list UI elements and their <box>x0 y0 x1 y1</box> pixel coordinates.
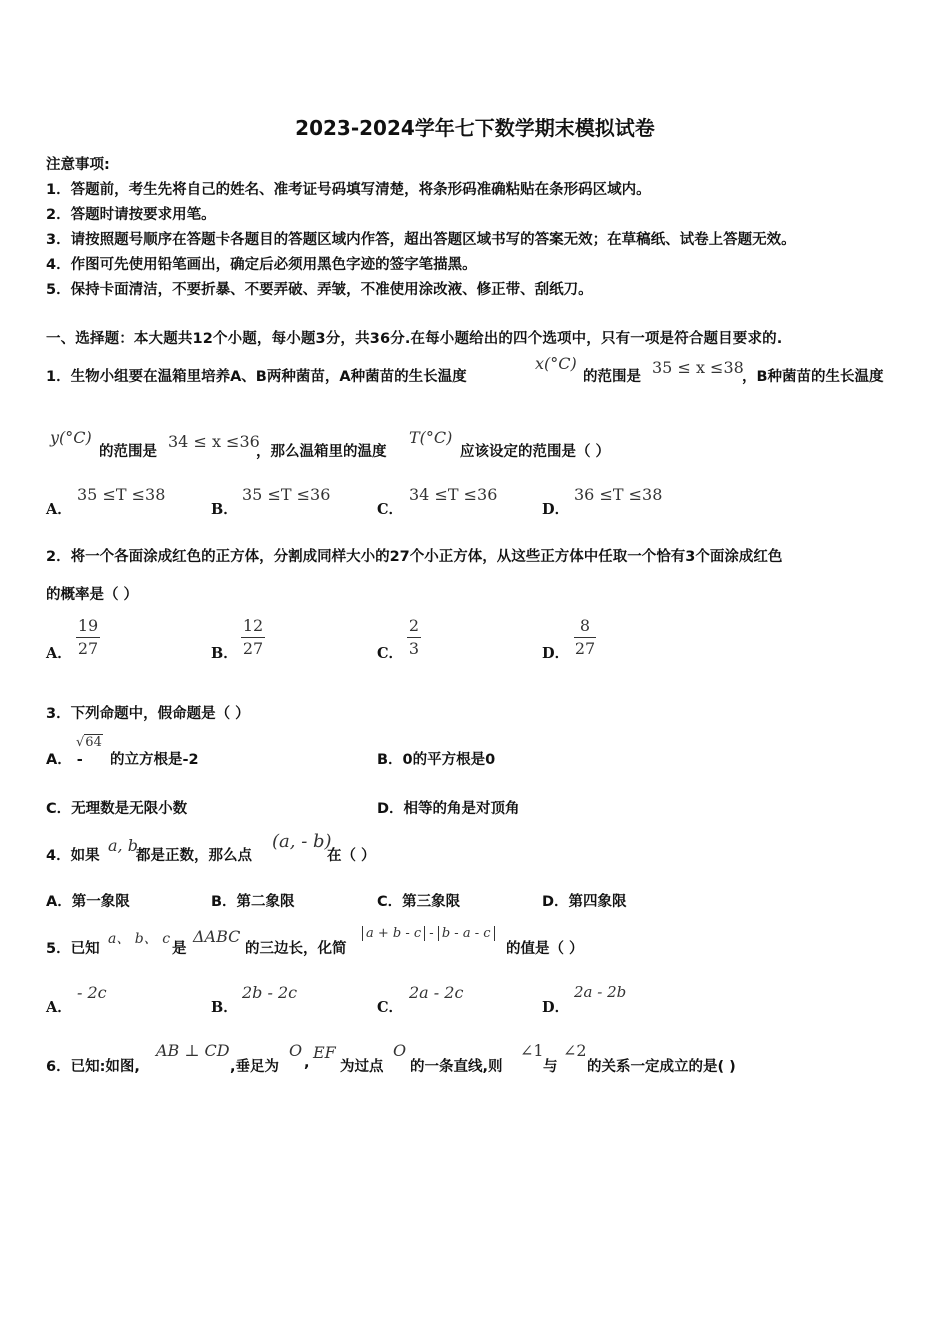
q2-option-d-label: D． <box>542 645 570 662</box>
q5-text-4: 的值是（ ） <box>506 941 584 957</box>
notice-item: 2．答题时请按要求用笔。 <box>46 207 216 223</box>
q1-math-range-b: 34 ≤ x ≤36 <box>168 432 260 451</box>
q1-text-2: 的范围是 <box>583 369 641 385</box>
section-heading: 一、选择题：本大题共12个小题，每小题3分，共36分.在每小题给出的四个选项中，只有一项是符合题目要求的. <box>46 331 783 347</box>
q6-math-angle2: ∠2 <box>563 1041 587 1060</box>
q4-option-b[interactable]: B．第二象限 <box>211 894 295 910</box>
q1-math-T: T(°C) <box>409 428 453 447</box>
q6-math-perp: AB ⊥ CD <box>156 1041 230 1060</box>
q4-option-c[interactable]: C．第三象限 <box>377 894 461 910</box>
q4-text-3: 在（ ） <box>327 848 376 864</box>
q5-abs-minus: - <box>425 926 438 941</box>
q4-option-a[interactable]: A．第一象限 <box>46 894 130 910</box>
notice-item: 3．请按照题号顺序在答题卡各题目的答题区域内作答，超出答题区域书写的答案无效；在草稿纸、试卷上答题无效。 <box>46 232 796 248</box>
q3-option-a[interactable] <box>46 748 83 769</box>
q5-text-3: 的三边长，化简 <box>245 941 347 957</box>
fraction-denominator: 3 <box>408 639 420 658</box>
page-title: 2023-2024学年七下数学期末模拟试卷 <box>295 116 655 140</box>
q6-math-angle1: ∠1 <box>520 1041 544 1060</box>
q6-text-7: 的关系一定成立的是( ) <box>587 1059 736 1075</box>
q1-text-1: 1．生物小组要在温箱里培养A、B两种菌苗，A种菌苗的生长温度 <box>46 369 467 385</box>
q3-option-c[interactable]: C．无理数是无限小数 <box>46 801 188 817</box>
fraction-bar <box>574 637 596 638</box>
q5-option-c-label: C． <box>377 999 404 1016</box>
fraction-denominator: 27 <box>574 639 596 658</box>
q2-option-c[interactable] <box>407 616 421 659</box>
q5-abs-2: b - a - c <box>438 926 495 941</box>
q4-math-point: (a, - b) <box>272 831 332 852</box>
q3-stem: 3．下列命题中，假命题是（ ） <box>46 706 250 722</box>
fraction-bar <box>76 637 100 638</box>
q1-option-c-label: C． <box>377 501 404 518</box>
q6-text-6: 与 <box>543 1059 558 1075</box>
q5-text-1: 5．已知 <box>46 941 100 957</box>
notice-heading: 注意事项: <box>46 157 110 173</box>
q4-text-2: 都是正数，那么点 <box>136 848 252 864</box>
fraction-numerator: 12 <box>242 616 264 635</box>
q1-option-d[interactable]: 36 ≤T ≤38 <box>574 485 663 504</box>
q1-text-6: 应该设定的范围是（ ） <box>460 444 611 460</box>
notice-item: 4．作图可先使用铅笔画出，确定后必须用黑色字迹的签字笔描黑。 <box>46 257 477 273</box>
q5-option-d-label: D． <box>542 999 570 1016</box>
q5-math-expression <box>362 926 495 941</box>
q1-option-a-label: A． <box>46 501 72 518</box>
q6-text-5: 的一条直线,则 <box>410 1059 503 1075</box>
q1-option-b-label: B． <box>211 501 238 518</box>
q4-math-ab: a, b <box>108 836 138 855</box>
q1-option-a[interactable]: 35 ≤T ≤38 <box>77 485 166 504</box>
q2-option-c-label: C． <box>377 645 404 662</box>
q5-option-a[interactable]: - 2c <box>77 983 107 1002</box>
fraction-bar <box>241 637 265 638</box>
q4-option-d[interactable]: D．第四象限 <box>542 894 627 910</box>
q1-math-range-a: 35 ≤ x ≤38 <box>652 358 744 377</box>
q3-option-a-text: 的立方根是-2 <box>110 752 199 768</box>
q2-text-2: 的概率是（ ） <box>46 587 139 603</box>
notice-item: 1．答题前，考生先将自己的姓名、准考证号码填写清楚，将条形码准确粘贴在条形码区域内。 <box>46 182 651 198</box>
q3-option-a-minus: - <box>76 752 83 768</box>
q1-option-d-label: D． <box>542 501 570 518</box>
notice-item: 5．保持卡面清洁，不要折暴、不要弄破、弄皱，不准使用涂改液、修正带、刮纸刀。 <box>46 282 593 298</box>
fraction-denominator: 27 <box>242 639 264 658</box>
q1-math-x: x(°C) <box>535 354 577 373</box>
q4-text-1: 4．如果 <box>46 848 100 864</box>
q2-text-1: 2．将一个各面涂成红色的正方体，分割成同样大小的27个小正方体，从这些正方体中任取一个恰有3个面涂成红色 <box>46 549 783 565</box>
q5-option-a-label: A． <box>46 999 72 1016</box>
q6-text-4: 为过点 <box>340 1059 384 1075</box>
fraction-numerator: 2 <box>408 616 420 635</box>
q5-abs-1: a + b - c <box>362 926 425 941</box>
q5-option-c[interactable]: 2a - 2c <box>409 983 464 1002</box>
q3-option-b[interactable]: B．0的平方根是0 <box>377 752 496 768</box>
q1-option-c[interactable]: 34 ≤T ≤36 <box>409 485 498 504</box>
q1-math-y: y(°C) <box>50 428 92 447</box>
q2-option-b-label: B． <box>211 645 238 662</box>
q5-math-abc: a、 b、 c <box>108 931 171 947</box>
q6-math-O2: O <box>393 1041 407 1060</box>
fraction-numerator: 8 <box>579 616 591 635</box>
q5-option-b[interactable]: 2b - 2c <box>242 983 298 1002</box>
q3-option-a-radicand: 64 <box>85 735 102 750</box>
q5-option-d[interactable]: 2a - 2b <box>574 983 627 1001</box>
fraction-bar <box>407 637 421 638</box>
fraction-numerator: 19 <box>77 616 99 635</box>
q6-math-EF: EF <box>313 1043 336 1062</box>
q2-option-a-label: A． <box>46 645 72 662</box>
q6-text-2: ,垂足为 <box>230 1059 280 1075</box>
fraction-denominator: 27 <box>77 639 99 658</box>
q5-text-2: 是 <box>172 941 187 957</box>
q2-option-d[interactable] <box>574 616 596 659</box>
radical-sign: √ <box>76 735 85 750</box>
q3-option-d[interactable]: D．相等的角是对顶角 <box>377 801 520 817</box>
q1-text-5: ，那么温箱里的温度 <box>256 444 387 460</box>
q2-option-a[interactable] <box>76 616 100 659</box>
q6-text-1: 6．已知:如图, <box>46 1059 140 1075</box>
q3-option-a-root <box>76 735 103 750</box>
q5-option-b-label: B． <box>211 999 238 1016</box>
q6-text-3: , <box>304 1055 310 1071</box>
q1-option-b[interactable]: 35 ≤T ≤36 <box>242 485 331 504</box>
q1-text-4: 的范围是 <box>99 444 157 460</box>
q2-option-b[interactable] <box>241 616 265 659</box>
q6-math-O: O <box>289 1041 303 1060</box>
q1-text-3: ，B种菌苗的生长温度 <box>742 369 884 385</box>
q5-math-triangle: ΔABC <box>193 927 241 946</box>
q3-option-a-label: A． <box>46 752 72 768</box>
